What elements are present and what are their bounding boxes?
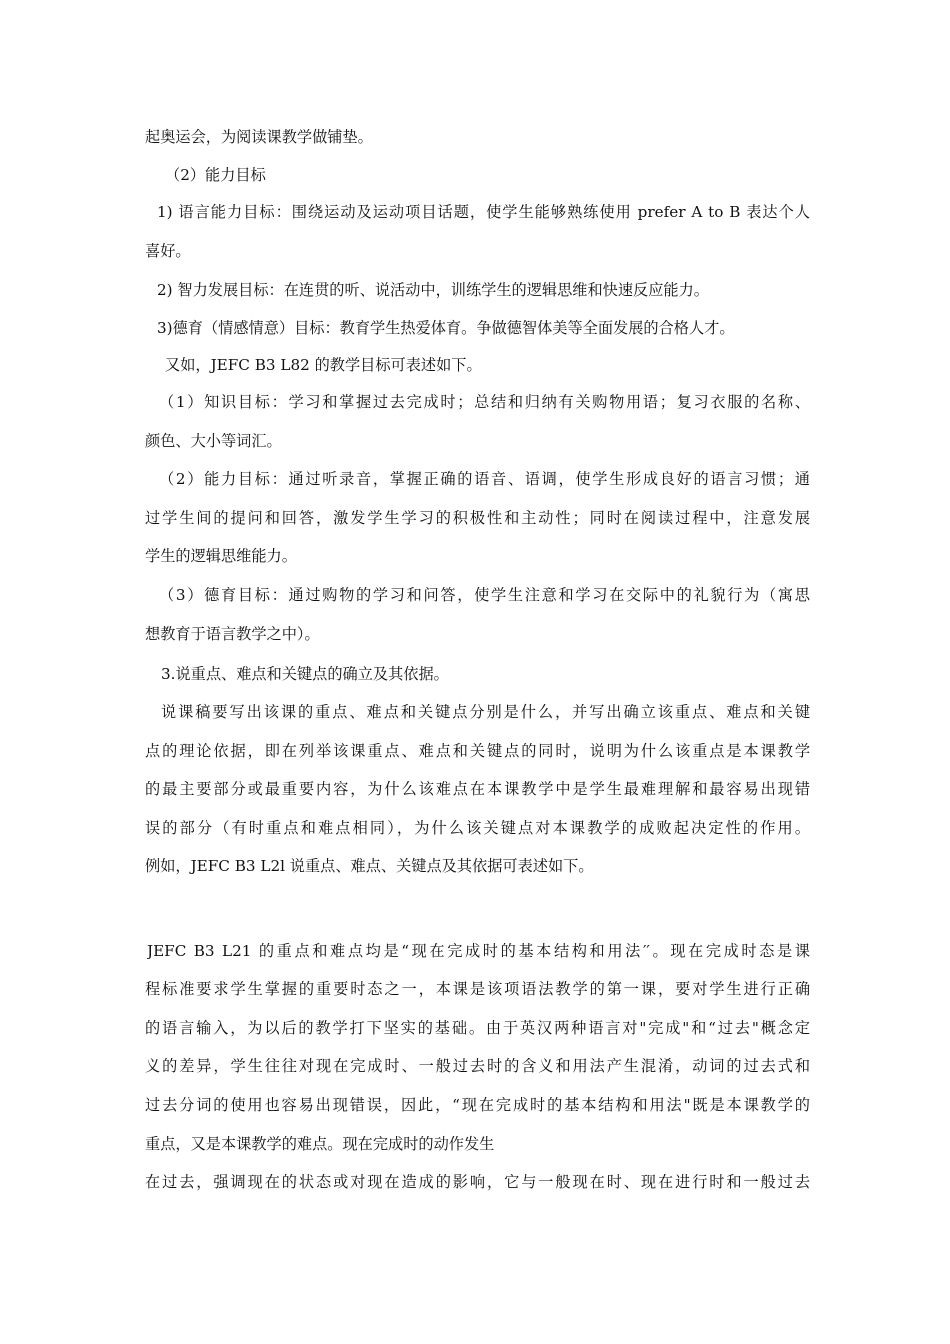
text-line: 的最主要部分或最重要内容，为什么该难点在本课教学中是学生最难理解和最容易出现错	[145, 780, 810, 798]
section-heading: （2）能力目标	[165, 166, 266, 184]
text-line: 1) 语言能力目标：围绕运动及运动项目话题，使学生能够熟练使用 prefer A to B 表达个人	[157, 203, 810, 221]
text-line: 在过去，强调现在的状态或对现在造成的影响，它与一般现在时、现在进行时和一般过去	[145, 1173, 810, 1191]
text-line: 颜色、大小等词汇。	[145, 432, 282, 450]
text-line: 过学生间的提问和回答，激发学生学习的积极性和主动性；同时在阅读过程中，注意发展	[145, 509, 810, 527]
text-line: 的语言输入，为以后的教学打下坚实的基础。由于英汉两种语言对"完成"和“过去"概念定	[145, 1019, 810, 1037]
text-line: 学生的逻辑思维能力。	[145, 547, 297, 565]
text-line: 程标准要求学生掌握的重要时态之一，本课是该项语法教学的第一课，要对学生进行正确	[145, 980, 810, 998]
text-line: （2）能力目标：通过听录音，掌握正确的语音、语调，使学生形成良好的语言习惯；通	[159, 470, 810, 488]
text-line: 喜好。	[145, 242, 191, 260]
text-line: JEFC B3 L21 的重点和难点均是“现在完成时的基本结构和用法′′。现在完成时态是课	[147, 942, 810, 960]
section-heading: 3.说重点、难点和关键点的确立及其依据。	[161, 665, 449, 683]
text-line: 义的差异，学生往往对现在完成时、一般过去时的含义和用法产生混淆，动词的过去式和	[145, 1057, 810, 1075]
text-line: 重点，又是本课教学的难点。现在完成时的动作发生	[145, 1135, 495, 1153]
text-line: 2) 智力发展目标：在连贯的听、说活动中，训练学生的逻辑思维和快速反应能力。	[157, 281, 709, 299]
text-line: （1）知识目标：学习和掌握过去完成时；总结和归纳有关购物用语；复习衣服的名称、	[159, 393, 810, 411]
text-line: 起奥运会，为阅读课教学做铺垫。	[145, 128, 373, 146]
text-line: 点的理论依据，即在列举该课重点、难点和关键点的同时，说明为什么该重点是本课教学	[145, 742, 810, 760]
text-line: 说课稿要写出该课的重点、难点和关键点分别是什么，并写出确立该重点、难点和关键	[161, 703, 810, 721]
text-line: 想教育于语言教学之中）。	[145, 625, 320, 643]
text-line: 误的部分（有时重点和难点相同），为什么该关键点对本课教学的成败起决定性的作用。	[145, 819, 810, 837]
text-line: 例如，JEFC B3 L2l 说重点、难点、关键点及其依据可表述如下。	[145, 857, 594, 875]
text-line: 3)德育（情感情意）目标：教育学生热爱体育。争做德智体美等全面发展的合格人才。	[157, 319, 735, 337]
text-line: 又如，JEFC B3 L82 的教学目标可表述如下。	[165, 356, 482, 374]
text-line: 过去分词的使用也容易出现错误，因此，“现在完成时的基本结构和用法"既是本课教学的	[145, 1096, 810, 1114]
text-line: （3）德育目标：通过购物的学习和问答，使学生注意和学习在交际中的礼貌行为（寓思	[159, 586, 810, 604]
